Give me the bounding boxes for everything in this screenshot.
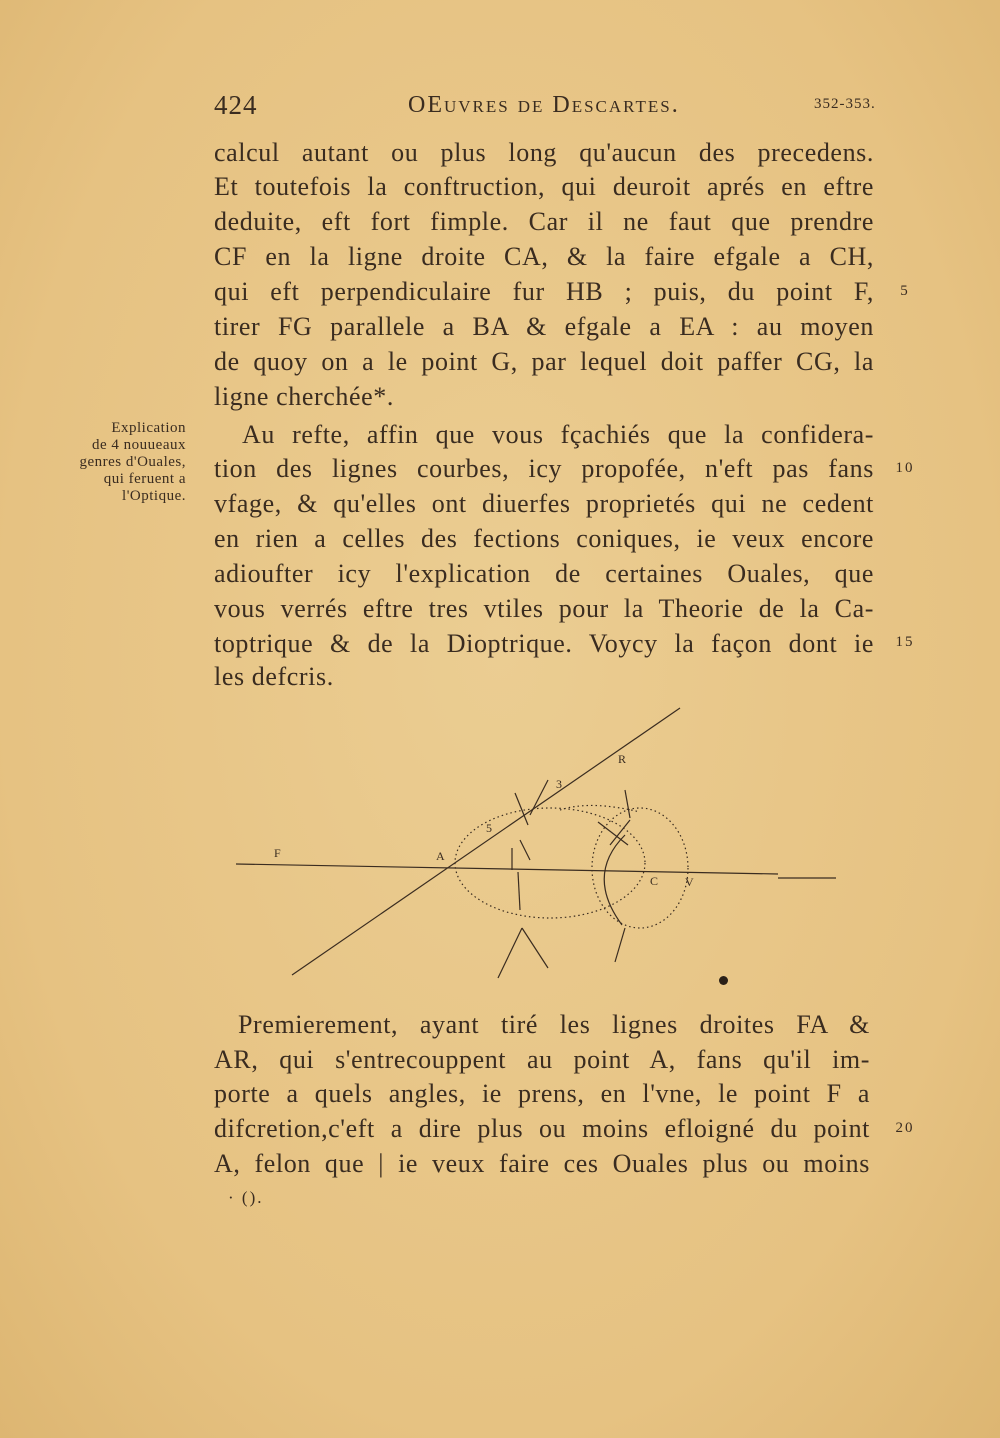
ink-spot	[719, 976, 728, 985]
text-line: difcretion,c'eft a dire plus ou moins efloigné du point	[214, 1114, 870, 1143]
text-line: les defcris.	[214, 662, 334, 691]
stroke	[520, 840, 530, 860]
text-line: calcul autant ou plus long qu'aucun des precedens.	[214, 138, 874, 167]
text-line: AR, qui s'entrecouppent au point A, fans qu'il im-	[214, 1045, 870, 1074]
text-line: en rien a celles des fections coniques, ie veux encore	[214, 524, 874, 553]
margin-note	[36, 420, 186, 505]
line-number: 20	[895, 1120, 915, 1136]
running-header	[0, 90, 1000, 124]
text-line: deduite, eft fort fimple. Car il ne faut que prendre	[214, 207, 874, 236]
stroke	[530, 780, 548, 815]
label-c: C	[650, 874, 659, 888]
stroke	[522, 928, 548, 968]
text-line: Et toutefois la conftruction, qui deuroit aprés en eftre	[214, 172, 874, 201]
label-5: 5	[486, 821, 492, 835]
dotted-oval-left	[455, 808, 645, 918]
ovals-figure	[230, 700, 840, 990]
text-line: qui eft perpendiculaire fur HB ; puis, du point F,	[214, 277, 874, 306]
running-title: OEuvres de Descartes.	[408, 92, 680, 118]
margin-note-line: de 4 nouueaux	[92, 437, 186, 453]
line-number: 15	[895, 634, 915, 650]
label-r: R	[618, 752, 627, 766]
ovals-diagram	[230, 700, 840, 990]
footnote-marker: · ().	[228, 1188, 264, 1207]
axis-line-fa	[236, 864, 778, 874]
text-line: toptrique & de la Dioptrique. Voycy la façon dont ie	[214, 629, 874, 658]
dotted-oval-right	[592, 808, 688, 928]
text-line: ligne cherchée*.	[214, 382, 394, 411]
text-line: tirer FG parallele a BA & efgale a EA : au moyen	[214, 312, 874, 341]
line-number: 10	[895, 460, 915, 476]
margin-note-line: Explication	[111, 420, 186, 436]
page-number: 424	[214, 90, 258, 120]
stroke	[498, 928, 522, 978]
margin-note-line: l'Optique.	[122, 488, 186, 504]
label-v: V	[685, 875, 694, 889]
text-line: CF en la ligne droite CA, & la faire efgale a CH,	[214, 242, 874, 271]
text-line: A, felon que | ie veux faire ces Ouales plus ou moins	[214, 1149, 870, 1178]
text-line: de quoy on a le point G, par lequel doit paffer CG, la	[214, 347, 874, 376]
label-a: A	[436, 849, 445, 863]
stroke	[615, 928, 625, 962]
margin-note-line: qui feruent a	[103, 471, 186, 487]
text-line: Premierement, ayant tiré les lignes droites FA &	[238, 1010, 870, 1039]
diagonal-line-ar	[292, 708, 680, 975]
margin-note-line: genres d'Ouales,	[79, 454, 186, 470]
stroke	[518, 872, 520, 910]
text-line: adioufter icy l'explication de certaines Ouales, que	[214, 559, 874, 588]
text-line: vous verrés eftre tres vtiles pour la Theorie de la Ca-	[214, 594, 874, 623]
label-f: F	[274, 846, 281, 860]
text-line: Au refte, affin que vous fçachiés que la confidera-	[242, 420, 874, 449]
line-number: 5	[900, 283, 910, 299]
folio-reference: 352-353.	[814, 96, 876, 112]
stroke	[625, 790, 630, 818]
label-3: 3	[556, 777, 562, 791]
text-line: vfage, & qu'elles ont diuerfes proprietés qui ne cedent	[214, 489, 874, 518]
text-line: tion des lignes courbes, icy propofée, n'eft pas fans	[214, 454, 874, 483]
text-line: porte a quels angles, ie prens, en l'vne, le point F a	[214, 1079, 870, 1108]
